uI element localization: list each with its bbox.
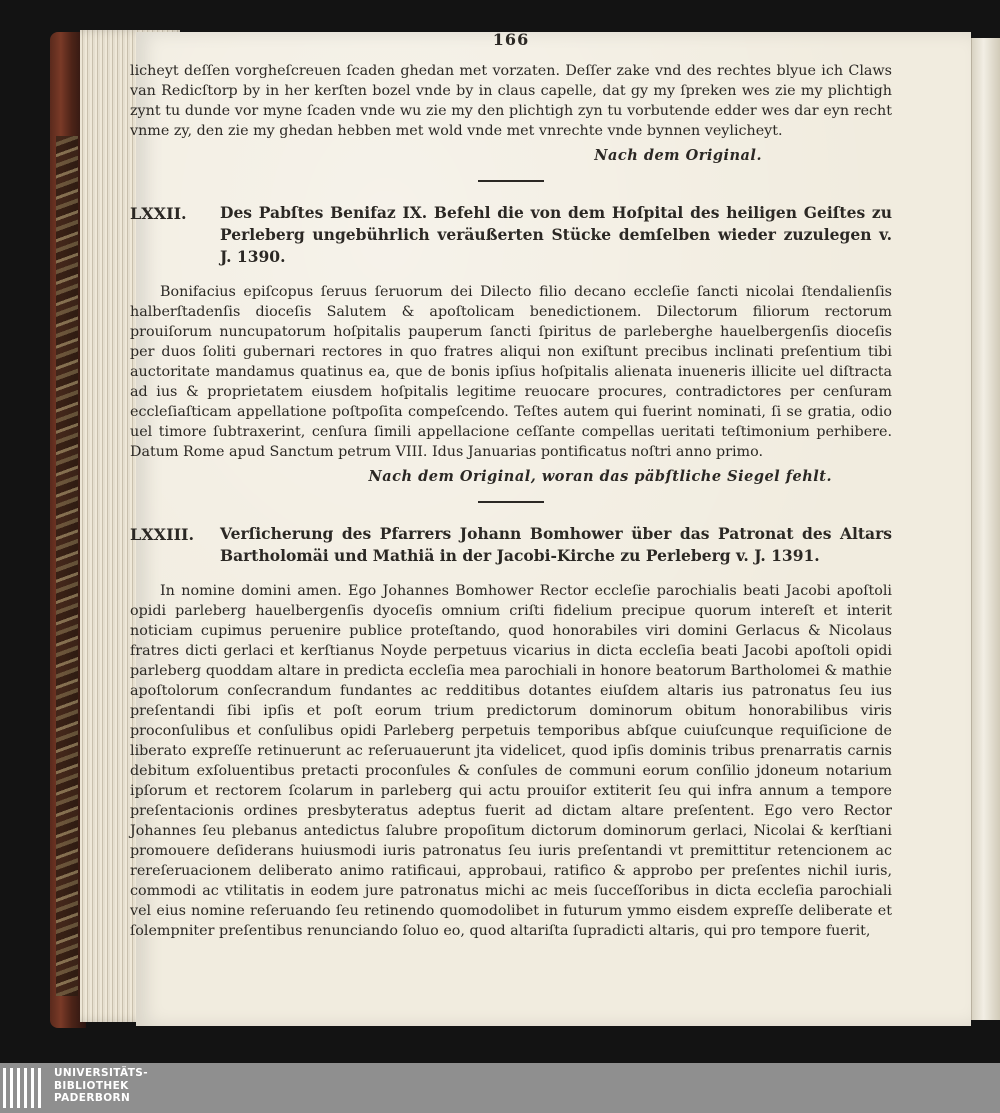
library-footer-bar bbox=[0, 1063, 1000, 1113]
page-content bbox=[130, 30, 892, 941]
doc72-number: LXXII. bbox=[130, 204, 187, 223]
doc72-text: Bonifacius epiſcopus ſeruus ſeruorum dei Dilecto filio decano eccleſie ſancti nicolai ſtendalienſis halberſtadenſis dioceſis Salutem & apoſtolicam benedictionem. Dilectorum filiorum rectorum prouiſorum nuncupatorum hoſpitalis pauperum ſancti ſpiritus de parleberghe hauelbergenſis dioceſis per duos ſoliti gubernari rectores in quo fratres aliqui non exiſtunt precibus inclinati preſentium tibi auctoritate mandamus quatinus ea, que de bonis ipſius hoſpitalis alienata inueneris illicite uel diſtracta ad ius & proprietatem eiusdem hoſpitalis legitime reuocare procures, contradictores per cenſuram eccleſiaſticam appellatione poſtpoſita compeſcendo. Teſtes autem qui fuerint nominati, ſi se gratia, odio uel timore ſubtraxerint, cenſura ſimili appellacione ceſſante compellas ueritati teſtimonium perhibere. Datum Rome apud Sanctum petrum VIII. Idus Januarias pontificatus noſtri anno primo. bbox=[130, 284, 892, 460]
library-logo-line1: UNIVERSITÄTS- bbox=[54, 1067, 149, 1079]
facing-page-edge bbox=[971, 38, 1000, 1020]
library-logo-line3: PADERBORN bbox=[54, 1092, 131, 1104]
page-number: 166 bbox=[492, 30, 530, 49]
doc71-source-note: Nach dem Original. bbox=[594, 147, 762, 164]
doc73-text: In nomine domini amen. Ego Johannes Bomhower Rector eccleſie parochialis beati Jacobi apoſtoli opidi parleberg hauelbergenſis dyoceſis omnium criſti fidelium precipue quorum intereſt et interit noticiam cupimus peruenire publice proteſtando, quod honorabiles viri domini Gerlacus & Nicolaus fratres dicti gerlaci et kerſtianus Noyde perpetuus vicarius in dicta eccleſia beati Jacobi apoſtoli opidi parleberg quoddam altare in predicta eccleſia mea parochiali in honore beatorum Bartholomei & mathie apoſtolorum conſecrandum fundantes ac redditibus dotantes eiuſdem altaris ius patronatus ſeu ius preſentandi ſibi ipſis et poſt eorum trium predictorum dominorum obitum honorabilibus viris proconſulibus et conſulibus opidi Parleberg perpetuis temporibus abſque cuiuſcunque requiſicione de liberato expreſſe retinuerunt ac reſeruauerunt jta videlicet, quod ipſis dominis tribus prenarratis carnis debitum exſoluentibus pretacti proconſules & conſules de communi eorum conſilio jdoneum notarium ipſorum et rectorem ſcolarum in parleberg qui actu prouiſor extiterit ſeu qui infra annum a tempore preſentacionis ordines presbyteratus adeptus fuerit ad dictam altare preſentent. Ego vero Rector Johannes ſeu plebanus antedictus ſalubre propoſitum dictorum dominorum gerlaci, Nicolai & kerſtiani promouere deſiderans huiusmodi iuris patronatus ſeu iuris preſentandi vt premittitur retencionem ac rereſeruacionem deliberato animo ratificaui, approbaui, ratifico & approbo per preſentes nichil iuris, commodi ac vtilitatis in eodem jure patronatus michi ac meis ſucceſſoribus in dicta eccleſia parochiali vel eius nomine reſeruando ſeu retinendo quomodolibet in futurum ymmo eisdem expreſſe deliberate et ſolempniter preſentibus renunciando ſoluo eo, quod altariſta ſupradicti altaris, qui pro tempore fuerit, bbox=[130, 583, 892, 939]
doc72-title: Des Pabſtes Benifaz IX. Befehl die von dem Hoſpital des heiligen Geiſtes zu Perleberg ungebührlich veräußerten Stücke demſelben wieder zuzulegen v. J. 1390. bbox=[220, 203, 892, 266]
section-divider bbox=[478, 180, 544, 182]
doc71-tail-text: licheyt deſſen vorgheſcreuen ſcaden ghedan met vorzaten. Deſſer zake vnd des rechtes blyue ich Claws van Redicſtorp by in her kerſten bozel vnde by in claus capelle, dat gy my ſpreken wes zie my plichtigh zynt tu dunde vor myne ſcaden vnde wu zie my den plichtigh zyn tu vorbutende edder wes dar eyn recht vnme zy, den zie my ghedan hebben met wold vnde met vnrechte vnde bynnen veylicheyt. bbox=[130, 63, 892, 139]
library-logo-line2: BIBLIOTHEK bbox=[54, 1079, 129, 1092]
doc73-number: LXXIII. bbox=[130, 525, 195, 544]
doc72-heading bbox=[130, 202, 892, 268]
doc73-title: Verſicherung des Pfarrers Johann Bomhower über das Patronat des Altars Bartholomäi und Mathiä in der Jacobi-Kirche zu Perleberg v. J. 1391. bbox=[220, 524, 892, 565]
doc73-heading bbox=[130, 523, 892, 567]
library-logo-icon bbox=[0, 1066, 46, 1110]
doc72-source-note: Nach dem Original, woran das päbſtliche Siegel fehlt. bbox=[368, 468, 832, 485]
section-divider bbox=[478, 501, 544, 503]
marbled-cover-edge bbox=[56, 136, 78, 996]
library-logo-text bbox=[54, 1067, 148, 1105]
